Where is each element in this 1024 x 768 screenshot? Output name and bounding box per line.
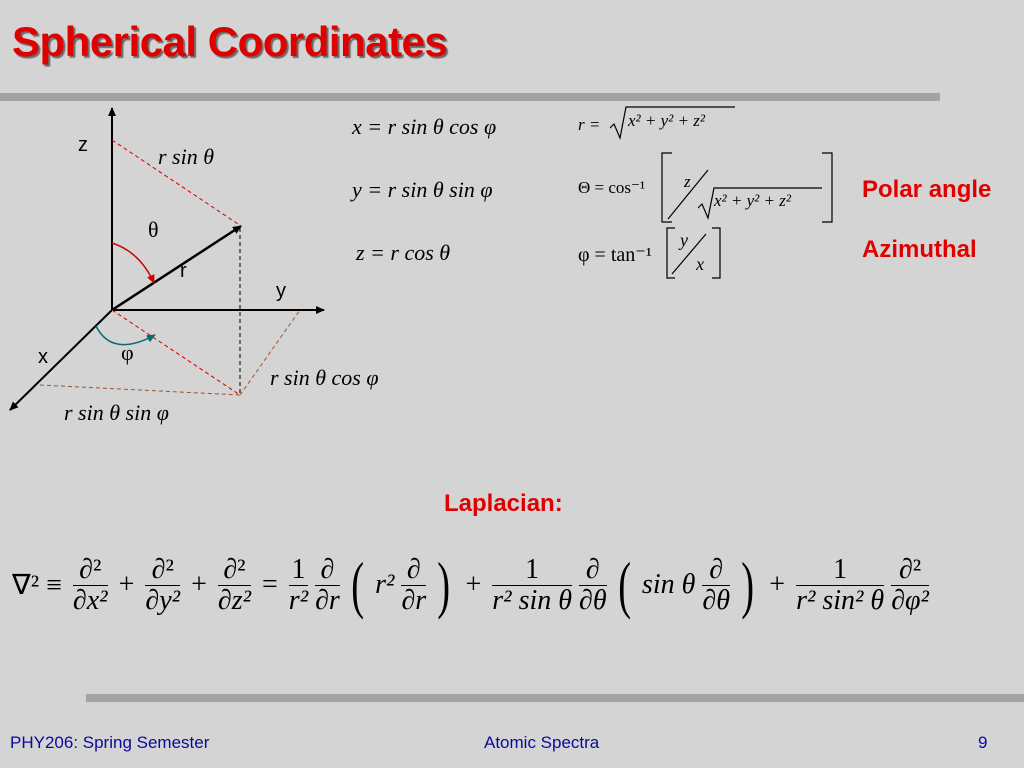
- r-equation-radicand: x² + y² + z²: [628, 111, 705, 130]
- theta-label: θ: [148, 217, 159, 242]
- azimuthal-label: Azimuthal: [862, 236, 977, 263]
- x-axis: [10, 310, 112, 410]
- theta-equation-numerator: z: [684, 172, 691, 191]
- d-dtheta-inner: $\frac{\partial}{\partial\theta}$: [702, 554, 730, 616]
- rsinthetasinphi-label: r sin θ sin φ: [64, 400, 169, 425]
- theta-arc: [112, 243, 154, 283]
- laplacian-lhs: ∇² ≡: [12, 570, 62, 601]
- d2-dx2: $\frac{\text{∂²}}{\text{∂x²}}$: [72, 554, 108, 616]
- phi-equation-lhs: φ = tan⁻¹: [578, 244, 652, 266]
- phi-equation-denominator: x: [696, 254, 704, 274]
- d2-dy2: $\frac{\text{∂²}}{\text{∂y²}}$: [145, 554, 181, 616]
- footer-course: PHY206: Spring Semester: [10, 733, 210, 752]
- page-number: 9: [978, 733, 988, 752]
- phi-bracket: [667, 228, 720, 278]
- phi-label: φ: [121, 340, 134, 365]
- z-axis-label: z: [78, 134, 88, 156]
- theta-equation-lhs: Θ = cos⁻¹: [578, 178, 646, 197]
- one-over-r2sin: $\frac{1}{\text{r² sin θ}}$: [492, 554, 573, 616]
- r-label: r: [180, 260, 187, 282]
- z-equation: z = r cos θ: [356, 240, 451, 265]
- x-axis-label: x: [38, 346, 48, 368]
- d2-dz2: $\frac{\text{∂²}}{\text{∂z²}}$: [217, 554, 251, 616]
- polar-angle-label: Polar angle: [862, 176, 992, 203]
- slide-title: Spherical Coordinates: [12, 18, 448, 65]
- laplacian-equation: ∇² ≡ $\frac{\text{∂²}}{\text{∂x²}}$ + $\frac{\text{∂²}}{\text{∂y²}}$ + $\frac{\text{∂²}}{\text{∂z²}}$ = $\frac{1}{\text{r²}}$ $\frac{\partial}{\partial r}$ ( r² $\frac{\partial}{\partial r}$ ) + $\frac{1}{\text{r² sin θ}}$ $\frac{\partial}{\partial\theta}$ ( sin θ $\frac{\partial}{\partial\theta}$ ) + $\frac{1}{\text{r² sin² θ}}$ $\frac{\text{∂²}}{\text{∂φ²}}$: [12, 549, 929, 620]
- d-dr-inner: $\frac{\partial}{\partial r}$: [401, 554, 427, 616]
- x-component-line: [40, 385, 240, 395]
- phi-equation-numerator: y: [680, 230, 688, 250]
- d2-dphi2: $\frac{\text{∂²}}{\text{∂φ²}}$: [891, 554, 929, 616]
- rsinthetacosphi-label: r sin θ cos φ: [270, 365, 379, 390]
- one-over-r2: $\frac{1}{\text{r²}}$: [288, 554, 309, 616]
- footer-topic: Atomic Spectra: [484, 733, 600, 752]
- theta-equation-denominator: x² + y² + z²: [714, 191, 791, 210]
- d-dtheta-outer: $\frac{\partial}{\partial\theta}$: [579, 554, 607, 616]
- y-equation: y = r sin θ sin φ: [352, 177, 493, 202]
- y-axis-label: y: [276, 280, 286, 302]
- r-equation-lhs: r =: [578, 115, 601, 134]
- one-over-r2sin2: $\frac{1}{\text{r² sin² θ}}$: [796, 554, 885, 616]
- bottom-divider: [86, 694, 1024, 702]
- r2-factor: r²: [375, 569, 395, 600]
- x-equation: x = r sin θ cos φ: [352, 114, 497, 139]
- r-vector: [112, 226, 241, 310]
- sintheta-factor: sin θ: [641, 569, 696, 600]
- rsintheta-label: r sin θ: [158, 144, 215, 169]
- d-dr-outer: $\frac{\partial}{\partial r}$: [315, 554, 340, 616]
- laplacian-heading: Laplacian:: [444, 490, 563, 517]
